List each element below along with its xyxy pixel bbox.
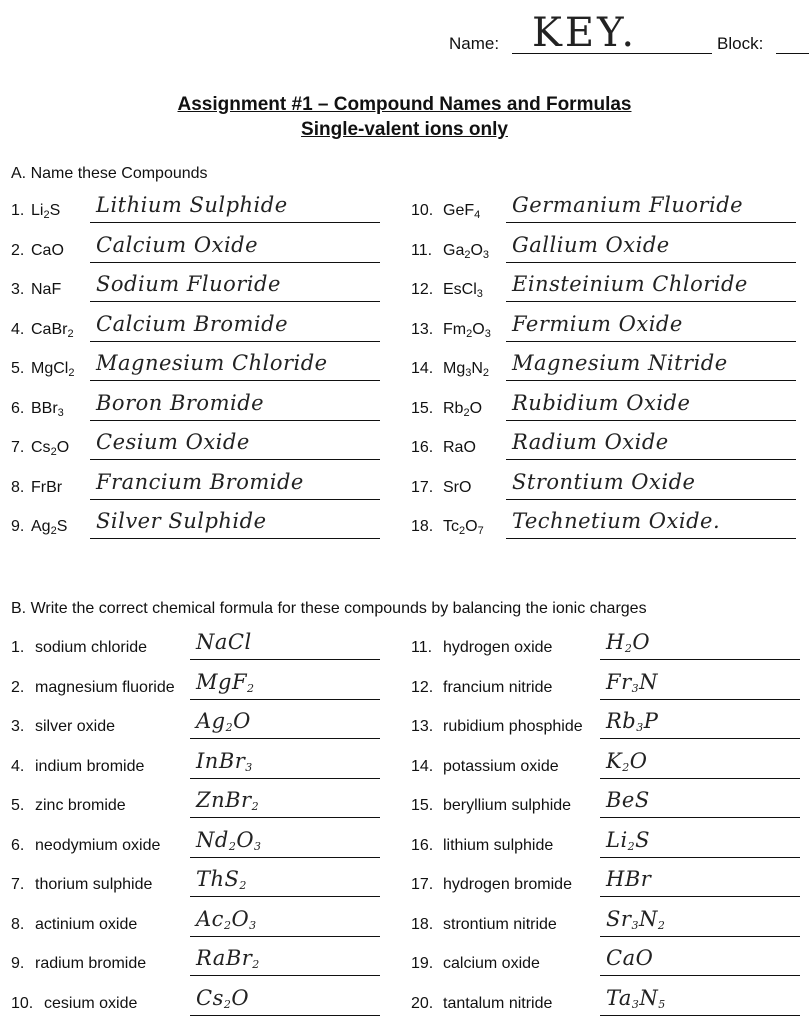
a-item-18-prompt: $Tc_2O_7$	[443, 518, 484, 537]
b-item-1-prompt: sodium chloride	[35, 639, 148, 656]
b-item-8-number: 8.	[11, 915, 25, 933]
a-item-14-number: 14.	[411, 360, 434, 377]
a-item-17-number: 17.	[411, 478, 434, 496]
a-item-13-handwritten-answer: Fermium Oxide	[512, 311, 683, 336]
section-a-heading: A. Name these Compounds	[11, 165, 208, 182]
a-item-18-number: 18.	[411, 518, 434, 535]
b-item-9-number: 9.	[11, 955, 25, 972]
a-item-8-prompt: FrBr	[31, 478, 63, 496]
b-item-11-prompt: hydrogen oxide	[443, 639, 553, 656]
a-item-11-prompt: $Ga_2O_3$	[443, 241, 490, 261]
b-item-10-prompt: cesium oxide	[44, 994, 138, 1012]
b-item-4-prompt: indium bromide	[35, 757, 145, 775]
a-item-9-number: 9.	[11, 518, 25, 535]
b-item-9-prompt: radium bromide	[35, 955, 147, 972]
b-item-5-number: 5.	[11, 797, 25, 814]
b-item-9-answer-line[interactable]	[190, 975, 380, 976]
b-item-3-answer-line[interactable]	[190, 738, 380, 739]
a-item-16-handwritten-answer: Radium Oxide	[512, 430, 669, 454]
a-item-14-prompt: $Mg_3N_2$	[443, 360, 490, 379]
b-item-11-handwritten-answer: $H_2O$	[606, 630, 651, 655]
b-item-4-number: 4.	[11, 757, 25, 775]
a-item-3-prompt: NaF	[31, 281, 62, 298]
b-item-10-answer-line[interactable]	[190, 1015, 380, 1016]
b-item-6-prompt: neodymium oxide	[35, 836, 161, 854]
b-item-1-number: 1.	[11, 639, 25, 656]
a-item-1-number: 1.	[11, 202, 25, 219]
b-item-10-number: 10.	[11, 994, 34, 1012]
b-item-5-answer-line[interactable]	[190, 817, 380, 818]
a-item-12-answer-line[interactable]	[506, 301, 796, 302]
a-item-8-number: 8.	[11, 478, 25, 496]
b-item-2-prompt: magnesium fluoride	[35, 678, 175, 696]
b-item-15-handwritten-answer: BeS	[606, 788, 650, 812]
b-item-12-prompt: francium nitride	[443, 678, 553, 696]
a-item-10-answer-line[interactable]	[506, 222, 796, 223]
b-item-6-handwritten-answer: $Nd_2O_3$	[196, 827, 262, 853]
a-item-6-answer-line[interactable]	[90, 420, 380, 421]
b-item-10-handwritten-answer: $Cs_2O$	[196, 985, 250, 1011]
a-item-11-number: 11.	[411, 241, 433, 259]
b-item-16-handwritten-answer: $Li_2S$	[606, 827, 651, 853]
b-item-3-number: 3.	[11, 718, 25, 735]
b-item-9-handwritten-answer: RaBr$_2$	[196, 946, 260, 971]
b-item-18-answer-line[interactable]	[600, 936, 800, 937]
a-item-4-answer-line[interactable]	[90, 341, 380, 342]
a-item-16-number: 16.	[411, 439, 434, 456]
a-item-5-number: 5.	[11, 360, 25, 377]
b-item-6-number: 6.	[11, 836, 25, 854]
b-item-19-number: 19.	[411, 955, 434, 972]
a-item-7-answer-line[interactable]	[90, 459, 380, 460]
b-item-14-number: 14.	[411, 757, 434, 775]
b-item-19-prompt: calcium oxide	[443, 955, 540, 972]
b-item-2-handwritten-answer: MgF$_2$	[196, 669, 255, 695]
a-item-15-answer-line[interactable]	[506, 420, 796, 421]
b-item-20-prompt: tantalum nitride	[443, 994, 553, 1012]
b-item-1-handwritten-answer: NaCl	[196, 630, 252, 654]
a-item-6-number: 6.	[11, 399, 25, 417]
a-item-16-prompt: RaO	[443, 439, 476, 456]
a-item-13-prompt: $Fm_2O_3$	[443, 320, 491, 340]
a-item-4-number: 4.	[11, 320, 25, 338]
a-item-1-prompt: $Li_2S$	[31, 202, 61, 221]
b-item-1-answer-line[interactable]	[190, 659, 380, 660]
a-item-6-prompt: BBr$_3$	[31, 399, 64, 419]
b-item-16-prompt: lithium sulphide	[443, 836, 554, 854]
a-item-9-answer-line[interactable]	[90, 538, 380, 539]
b-item-14-answer-line[interactable]	[600, 778, 800, 779]
block-line	[776, 53, 809, 54]
block-label: Block:	[717, 34, 764, 53]
b-item-7-answer-line[interactable]	[190, 896, 380, 897]
b-item-17-handwritten-answer: HBr	[606, 867, 652, 891]
b-item-8-answer-line[interactable]	[190, 936, 380, 937]
b-item-13-answer-line[interactable]	[600, 738, 800, 739]
b-item-3-handwritten-answer: $Ag_2O$	[196, 709, 251, 734]
a-item-2-number: 2.	[11, 241, 25, 259]
a-item-11-answer-line[interactable]	[506, 262, 796, 263]
b-item-7-number: 7.	[11, 876, 25, 893]
b-item-18-prompt: strontium nitride	[443, 915, 557, 933]
b-item-4-answer-line[interactable]	[190, 778, 380, 779]
name-value: KEY.	[532, 10, 638, 56]
a-item-9-prompt: $Ag_2S$	[31, 518, 68, 537]
a-item-1-handwritten-answer: Lithium Sulphide	[96, 193, 288, 217]
b-item-20-handwritten-answer: $Ta_3N_5$	[606, 985, 666, 1011]
b-item-5-handwritten-answer: ZnBr$_2$	[196, 788, 260, 813]
b-item-13-prompt: rubidium phosphide	[443, 718, 583, 735]
a-item-2-prompt: CaO	[31, 241, 64, 259]
a-item-3-handwritten-answer: Sodium Fluoride	[96, 272, 281, 296]
a-item-17-answer-line[interactable]	[506, 499, 796, 500]
b-item-20-number: 20.	[411, 994, 434, 1012]
name-line	[512, 53, 712, 54]
a-item-5-handwritten-answer: Magnesium Chloride	[96, 351, 328, 375]
watermark	[16, 976, 19, 985]
b-item-13-handwritten-answer: $Rb_3P$	[606, 709, 659, 734]
b-item-17-answer-line[interactable]	[600, 896, 800, 897]
b-item-8-prompt: actinium oxide	[35, 915, 138, 933]
a-item-17-prompt: SrO	[443, 478, 472, 496]
b-item-18-handwritten-answer: $Sr_3N_2$	[606, 906, 666, 932]
a-item-4-handwritten-answer: Calcium Bromide	[96, 311, 289, 336]
a-item-15-prompt: $Rb_2O$	[443, 399, 483, 419]
b-item-15-prompt: beryllium sulphide	[443, 797, 572, 814]
a-item-12-handwritten-answer: Einsteinium Chloride	[512, 272, 748, 296]
a-item-1-answer-line[interactable]	[90, 222, 380, 223]
a-item-10-number: 10.	[411, 202, 434, 219]
b-item-7-handwritten-answer: ThS$_2$	[196, 867, 247, 892]
b-item-11-number: 11.	[411, 639, 433, 656]
a-item-14-answer-line[interactable]	[506, 380, 796, 381]
a-item-3-number: 3.	[11, 281, 25, 298]
b-item-7-prompt: thorium sulphide	[35, 876, 153, 893]
b-item-20-answer-line[interactable]	[600, 1015, 800, 1016]
name-label: Name:	[449, 34, 500, 53]
b-item-5-prompt: zinc bromide	[35, 797, 126, 814]
a-item-18-answer-line[interactable]	[506, 538, 796, 539]
b-item-16-answer-line[interactable]	[600, 857, 800, 858]
b-item-4-handwritten-answer: InBr$_3$	[196, 748, 253, 774]
b-item-16-number: 16.	[411, 836, 434, 854]
b-item-13-number: 13.	[411, 718, 434, 735]
assignment-subtitle: Single-valent ions only	[301, 119, 508, 140]
b-item-14-handwritten-answer: $K_2O$	[606, 748, 648, 774]
a-item-2-handwritten-answer: Calcium Oxide	[96, 232, 259, 257]
b-item-3-prompt: silver oxide	[35, 718, 116, 735]
a-item-11-handwritten-answer: Gallium Oxide	[512, 232, 670, 257]
a-item-15-number: 15.	[411, 399, 434, 417]
a-item-10-handwritten-answer: Germanium Fluoride	[512, 193, 744, 217]
b-item-12-handwritten-answer: $Fr_3N$	[606, 669, 658, 695]
a-item-13-answer-line[interactable]	[506, 341, 796, 342]
a-item-3-answer-line[interactable]	[90, 301, 380, 302]
a-item-8-answer-line[interactable]	[90, 499, 380, 500]
b-item-15-number: 15.	[411, 797, 434, 814]
a-item-6-handwritten-answer: Boron Bromide	[96, 390, 265, 415]
b-item-18-number: 18.	[411, 915, 434, 933]
b-item-17-prompt: hydrogen bromide	[443, 876, 572, 893]
a-item-15-handwritten-answer: Rubidium Oxide	[512, 390, 691, 415]
b-item-19-handwritten-answer: CaO	[606, 946, 654, 970]
b-item-14-prompt: potassium oxide	[443, 757, 559, 775]
a-item-14-handwritten-answer: Magnesium Nitride	[512, 351, 728, 375]
a-item-7-number: 7.	[11, 439, 25, 456]
b-item-19-answer-line[interactable]	[600, 975, 800, 976]
b-item-6-answer-line[interactable]	[190, 857, 380, 858]
b-item-12-answer-line[interactable]	[600, 699, 800, 700]
b-item-2-number: 2.	[11, 678, 25, 696]
a-item-18-handwritten-answer: Technetium Oxide.	[512, 509, 721, 533]
b-item-2-answer-line[interactable]	[190, 699, 380, 700]
a-item-8-handwritten-answer: Francium Bromide	[96, 469, 304, 494]
a-item-4-prompt: CaBr$_2$	[31, 320, 74, 340]
section-b-heading: B. Write the correct chemical formula for these compounds by balancing the ionic charges	[11, 600, 647, 617]
a-item-17-handwritten-answer: Strontium Oxide	[512, 469, 696, 494]
a-item-7-prompt: $Cs_2O$	[31, 439, 70, 458]
a-item-13-number: 13.	[411, 320, 434, 338]
b-item-17-number: 17.	[411, 876, 434, 893]
a-item-16-answer-line[interactable]	[506, 459, 796, 460]
b-item-11-answer-line[interactable]	[600, 659, 800, 660]
a-item-2-answer-line[interactable]	[90, 262, 380, 263]
a-item-5-prompt: MgCl$_2$	[31, 360, 75, 379]
a-item-7-handwritten-answer: Cesium Oxide	[96, 430, 250, 454]
a-item-5-answer-line[interactable]	[90, 380, 380, 381]
b-item-15-answer-line[interactable]	[600, 817, 800, 818]
b-item-8-handwritten-answer: $Ac_2O_3$	[196, 906, 257, 932]
a-item-12-prompt: EsCl$_3$	[443, 281, 483, 300]
a-item-10-prompt: GeF$_4$	[443, 202, 481, 221]
assignment-title: Assignment #1 – Compound Names and Formulas	[177, 94, 632, 115]
b-item-12-number: 12.	[411, 678, 434, 696]
a-item-12-number: 12.	[411, 281, 434, 298]
a-item-9-handwritten-answer: Silver Sulphide	[96, 509, 267, 533]
